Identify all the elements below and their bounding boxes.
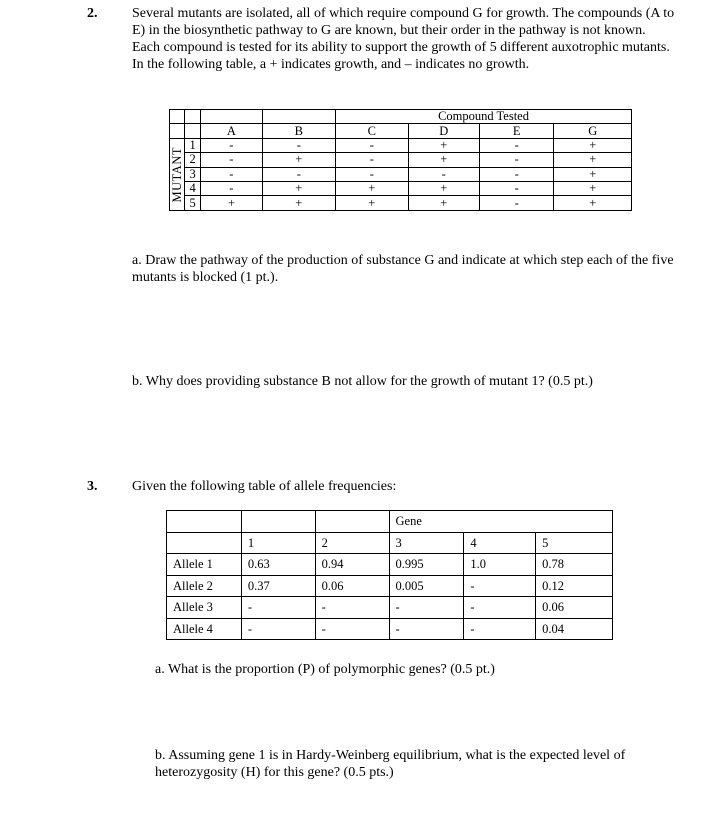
question-3-intro: Given the following table of allele frequencies: <box>132 479 397 494</box>
allele-row <box>167 618 613 640</box>
growth-cell: + <box>262 153 335 167</box>
frequency-cell: 0.06 <box>315 575 389 597</box>
growth-cell: - <box>336 153 408 167</box>
growth-cell: - <box>479 196 553 210</box>
table-title: Compound Tested <box>336 110 632 124</box>
frequency-cell: 0.78 <box>536 554 613 576</box>
growth-cell: + <box>262 181 335 195</box>
question-3a: a. What is the proportion (P) of polymorphic genes? (0.5 pt.) <box>155 662 495 677</box>
allele-label: Allele 4 <box>167 618 242 640</box>
growth-cell: - <box>336 167 408 181</box>
gene-table-title: Gene <box>389 511 464 533</box>
frequency-cell: - <box>464 575 536 597</box>
frequency-cell: - <box>464 597 536 619</box>
frequency-cell: 0.37 <box>241 575 315 597</box>
frequency-cell: 1.0 <box>464 554 536 576</box>
question-2-intro: Several mutants are isolated, all of which require compound G for growth. The compounds (A to E) in the biosynthetic pathway to G are known, but their order in the pathway is not known. Each compound is tested for its ability to support the growth of 5 different auxotrophic mutants. In the following table, a + indicates growth, and – indicates no growth. <box>132 6 675 72</box>
compound-header-b: B <box>262 124 335 138</box>
compound-header-c: C <box>336 124 408 138</box>
growth-cell: - <box>262 138 335 152</box>
growth-cell: - <box>201 138 262 152</box>
gene-header: 3 <box>389 532 464 554</box>
growth-cell: + <box>408 153 479 167</box>
growth-cell: - <box>408 167 479 181</box>
frequency-cell: - <box>315 618 389 640</box>
mutant-label: 4 <box>185 181 201 195</box>
question-2-number: 2. <box>87 6 98 21</box>
allele-label: Allele 3 <box>167 597 242 619</box>
compound-header-d: D <box>408 124 479 138</box>
growth-cell: + <box>554 167 632 181</box>
frequency-cell: 0.12 <box>536 575 613 597</box>
growth-cell: - <box>479 138 553 152</box>
growth-cell: - <box>336 138 408 152</box>
growth-cell: + <box>554 196 632 210</box>
question-2a: a. Draw the pathway of the production of substance G and indicate at which step each of the five mutants is blocked (1 pt.). <box>132 253 674 285</box>
growth-cell: + <box>408 196 479 210</box>
growth-cell: - <box>201 153 262 167</box>
compound-header-g: G <box>554 124 632 138</box>
frequency-cell: - <box>241 618 315 640</box>
compound-header-a: A <box>201 124 262 138</box>
growth-cell: + <box>336 181 408 195</box>
growth-cell: + <box>408 138 479 152</box>
gene-header: 4 <box>464 532 536 554</box>
mutant-label: 1 <box>185 138 201 152</box>
allele-label: Allele 2 <box>167 575 242 597</box>
frequency-cell: 0.63 <box>241 554 315 576</box>
frequency-cell: - <box>389 597 464 619</box>
mutant-row-header: MUTANT <box>169 146 184 202</box>
question-2b: b. Why does providing substance B not allow for the growth of mutant 1? (0.5 pt.) <box>132 374 593 389</box>
frequency-cell: 0.94 <box>315 554 389 576</box>
growth-cell: - <box>201 181 262 195</box>
allele-label: Allele 1 <box>167 554 242 576</box>
growth-cell: + <box>554 138 632 152</box>
question-3b: b. Assuming gene 1 is in Hardy-Weinberg equilibrium, what is the expected level of heterozygosity (H) for this gene? (0.5 pts.) <box>155 748 626 780</box>
frequency-cell: 0.005 <box>389 575 464 597</box>
growth-cell: + <box>554 181 632 195</box>
frequency-cell: - <box>389 618 464 640</box>
growth-cell: + <box>201 196 262 210</box>
mutant-label: 2 <box>185 153 201 167</box>
mutant-label: 5 <box>185 196 201 210</box>
gene-header: 2 <box>315 532 389 554</box>
question-3-number: 3. <box>87 479 98 494</box>
frequency-cell: 0.04 <box>536 618 613 640</box>
allele-row <box>167 597 613 619</box>
gene-header: 5 <box>536 532 613 554</box>
frequency-cell: - <box>464 618 536 640</box>
frequency-cell: 0.06 <box>536 597 613 619</box>
compound-header-e: E <box>479 124 553 138</box>
frequency-cell: 0.995 <box>389 554 464 576</box>
frequency-cell: - <box>315 597 389 619</box>
growth-cell: + <box>336 196 408 210</box>
allele-frequency-table <box>166 510 613 640</box>
allele-row <box>167 554 613 576</box>
growth-cell: - <box>479 181 553 195</box>
growth-cell: + <box>554 153 632 167</box>
gene-header: 1 <box>241 532 315 554</box>
growth-cell: + <box>262 196 335 210</box>
growth-cell: - <box>262 167 335 181</box>
growth-cell: - <box>201 167 262 181</box>
frequency-cell: - <box>241 597 315 619</box>
growth-cell: - <box>479 167 553 181</box>
mutant-growth-table <box>169 109 632 211</box>
allele-row <box>167 575 613 597</box>
growth-cell: - <box>479 153 553 167</box>
growth-cell: + <box>408 181 479 195</box>
mutant-label: 3 <box>185 167 201 181</box>
